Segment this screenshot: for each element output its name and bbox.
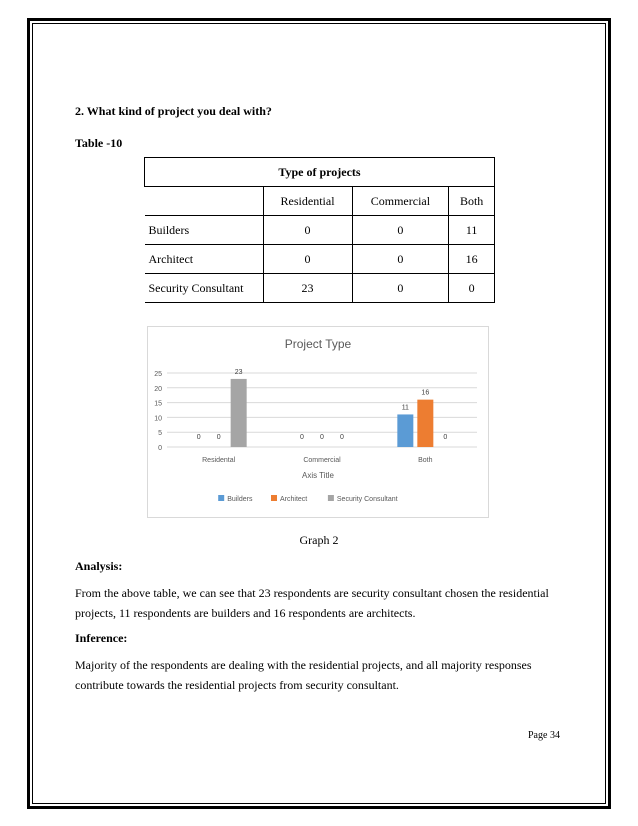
data-label: 0 — [196, 434, 201, 441]
bar — [231, 379, 247, 447]
table-row-label: Architect — [145, 245, 264, 274]
table-group-header: Type of projects — [145, 158, 495, 187]
question-heading: 2. What kind of project you deal with? — [75, 104, 272, 118]
y-tick-label: 10 — [154, 415, 162, 423]
legend-swatch — [218, 495, 224, 501]
x-axis-title: Axis Title — [301, 471, 335, 480]
inference-heading: Inference: — [75, 631, 128, 645]
table-col-header: Commercial — [352, 187, 449, 216]
table-cell: 0 — [352, 245, 449, 274]
x-tick-label: Residental — [202, 457, 236, 464]
table-row — [145, 245, 495, 274]
legend-label: Builders — [227, 496, 253, 503]
bar — [417, 400, 433, 447]
table-col-header: Both — [449, 187, 495, 216]
table-cell: 16 — [449, 245, 495, 274]
legend-swatch — [271, 495, 277, 501]
table-corner-cell — [145, 187, 264, 216]
page-number: Page 34 — [528, 730, 560, 741]
data-label: 11 — [401, 404, 409, 412]
table-row — [145, 216, 495, 245]
x-tick-label: Commercial — [303, 457, 341, 464]
table-row-label: Builders — [145, 216, 264, 245]
data-label: 16 — [421, 389, 430, 397]
legend-label: Security Consultant — [336, 496, 398, 503]
table-cell: 11 — [449, 216, 495, 245]
table-group-header-row — [145, 158, 495, 187]
table-row-label: Security Consultant — [145, 274, 264, 303]
inference-text: Majority of the respondents are dealing with the residential projects, and all majority responses contribute towards the residential projects from security consultant. — [75, 658, 532, 692]
chart-title: Project Type — [284, 337, 352, 351]
table-cell: 23 — [263, 274, 352, 303]
y-tick-label: 15 — [154, 400, 162, 408]
data-label: 23 — [234, 368, 243, 376]
x-tick-label: Both — [418, 457, 433, 464]
y-tick-label: 5 — [158, 430, 162, 438]
data-label: 0 — [320, 434, 324, 441]
analysis-heading: Analysis: — [75, 559, 123, 573]
project-type-table — [144, 157, 495, 303]
table-cell: 0 — [263, 245, 352, 274]
data-label: 0 — [340, 434, 344, 441]
project-type-chart — [147, 326, 489, 518]
y-tick-label: 0 — [158, 445, 162, 452]
table-header-row — [145, 187, 495, 216]
data-label: 0 — [443, 434, 448, 441]
table-cell: 0 — [449, 274, 495, 303]
data-label: 0 — [300, 434, 304, 441]
table-row — [145, 274, 495, 303]
table-cell: 0 — [263, 216, 352, 245]
legend-label: Architect — [280, 496, 308, 503]
legend-swatch — [328, 495, 334, 501]
y-tick-label: 25 — [154, 371, 162, 378]
table-cell: 0 — [352, 216, 449, 245]
data-label: 0 — [216, 434, 221, 441]
table-col-header: Residential — [263, 187, 352, 216]
graph-caption: Graph 2 — [299, 533, 339, 547]
table-label: Table -10 — [75, 136, 123, 150]
analysis-text: From the above table, we can see that 23 respondents are security consultant chosen the residential projects, 11 respondents are builders and 16 respondents are architects. — [75, 586, 549, 620]
bar — [397, 414, 413, 447]
y-tick-label: 20 — [154, 385, 162, 393]
table-cell: 0 — [352, 274, 449, 303]
